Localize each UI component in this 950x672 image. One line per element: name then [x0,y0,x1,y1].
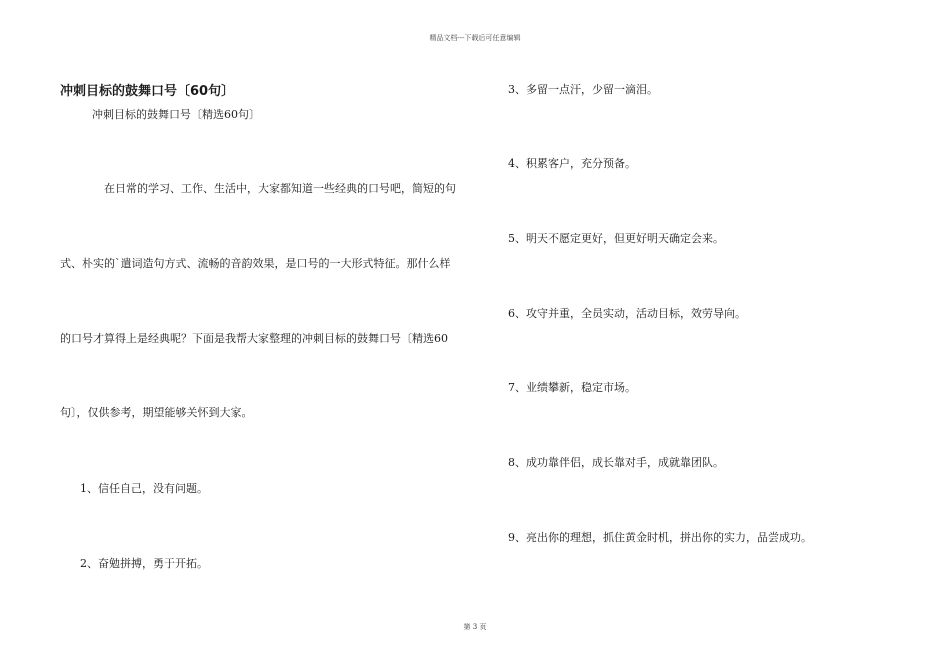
intro-line-4: 句〕，仅供参考，期望能够关怀到大家。 [60,406,253,419]
list-item-4: 4、积累客户，充分预备。 [508,157,636,170]
intro-line-3: 的口号才算得上是经典呢？下面是我帮大家整理的冲刺目标的鼓舞口号〔精选60 [60,332,448,345]
list-item-7: 7、业绩攀新，稳定市场。 [508,381,636,394]
list-item-1: 1、信任自己，没有问题。 [80,482,208,495]
intro-line-2: 式、朴实的`遣词造句方式、流畅的音韵效果，是口号的一大形式特征。那什么样 [60,257,451,270]
list-item-6: 6、攻守并重，全员实动，活动目标，效劳导向。 [508,307,746,320]
list-item-8: 8、成功靠伴侣，成长靠对手，成就靠团队。 [508,456,724,469]
document-subtitle: 冲刺目标的鼓舞口号〔精选60句〕 [92,108,260,121]
page-number: 第 3 页 [463,623,487,631]
document-title: 冲刺目标的鼓舞口号〔60句〕 [60,84,235,99]
list-item-3: 3、多留一点汗，少留一滴泪。 [508,83,658,96]
list-item-9: 9、亮出你的理想，抓住黄金时机，拼出你的实力，品尝成功。 [508,531,812,544]
list-item-2: 2、奋勉拼搏，勇于开拓。 [80,557,208,570]
page-header: 精品文档---下载后可任意编辑 [429,34,521,42]
list-item-5: 5、明天不愿定更好，但更好明天确定会来。 [508,232,724,245]
intro-line-1: 在日常的学习、工作、生活中，大家都知道一些经典的口号吧，简短的句 [104,182,456,195]
